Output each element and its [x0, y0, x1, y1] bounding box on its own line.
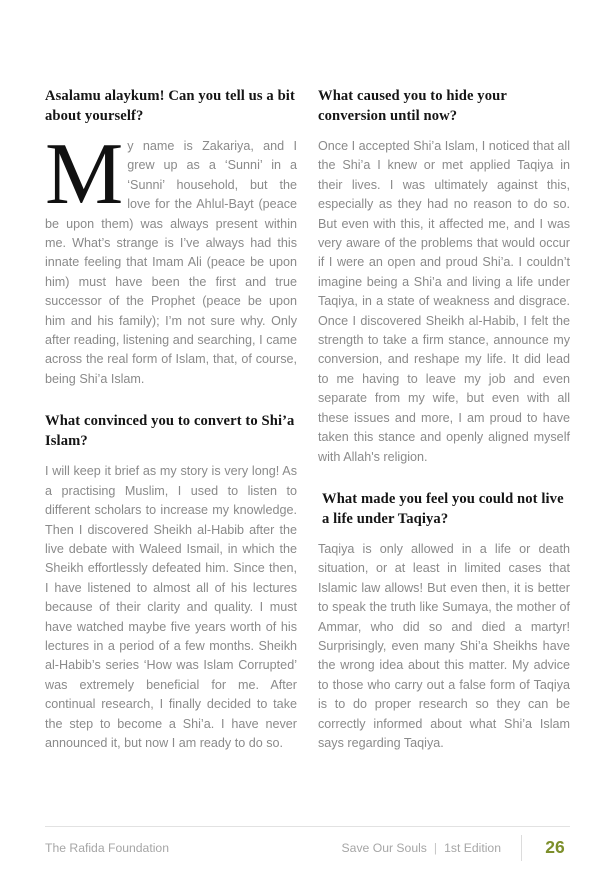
question-heading-life-under-taqiya: What made you feel you could not live a life under Taqiya?: [322, 490, 564, 527]
question-heading-convinced-convert: What convinced you to convert to Shi’a Islam?: [45, 413, 295, 450]
page-footer: [45, 826, 570, 868]
footer-row: [45, 827, 570, 868]
two-column-content: [45, 86, 570, 796]
footer-book-info: [342, 841, 501, 855]
footer-vertical-divider: [521, 835, 522, 861]
footer-book-title: Save Our Souls: [341, 840, 427, 855]
question-heading-hide-conversion: What caused you to hide your conversion until now?: [318, 88, 507, 124]
footer-edition: 1st Edition: [444, 840, 501, 855]
answer-body-about-yourself: y name is Zakariya, and I grew up as a ‘Sunni’ in a ‘Sunni’ household, but the love for the Ahlul-Bayt (peace be upon them) was always present within me. What’s strange is I’ve always had this innate feeling that Imam Ali (peace be upon him) must have been the first and true successor of the Prophet (peace be upon him and his family); I’m not sure why. Only after reading, listening and searching, I came across the real form of Islam, that, of course, being Shi’a Islam.: [45, 139, 297, 386]
answer-paragraph-convinced-convert: I will keep it brief as my story is very long! As a practising Muslim, I used to listen to different scholars to increase my knowledge. Then I discovered Sheikh al-Habib after the live debate with Waleed Ismail, in which the Sheikh effortlessly defeated him. Since then, I have listened to almost all of his lectures because of their clarity and quality. I must have watched maybe five years worth of his lectures in a period of a few months. Sheikh al-Habib’s series ‘How was Islam Corrupted’ was extremely beneficial for me. After continual research, I finally decided to take the step to become a Shi’a. I have never announced it, but now I am ready to do so.: [45, 464, 297, 750]
left-column: [45, 86, 297, 796]
drop-cap-letter: M: [45, 126, 124, 223]
answer-paragraph-about-yourself: [45, 126, 297, 389]
answer-paragraph-hide-conversion: Once I accepted Shi’a Islam, I noticed that all the Shi’a I knew or met applied Taqiya in their lives. I was ultimately against this, especially as they had no reason to do so. But even with this, it affected me, and I was very aware of the problems that would occur if I were an open and proud Shi’a. I couldn’t imagine being a Shi’a and living a life under Taqiya, in a state of weakness and disgrace. Once I discovered Sheikh al-Habib, I felt the strength to take a firm stance, announce my conversion, and reshape my life. It did lead to me having to leave my job and even separate from my wife, but even with all these issues and more, I am proud to have taken this stance and openly aligned myself with Allah's religion.: [318, 139, 571, 464]
question-heading-about-yourself: Asalamu alaykum! Can you tell us a bit about yourself?: [45, 88, 295, 124]
page-number: 26: [545, 837, 565, 857]
right-column: [318, 86, 570, 796]
footer-separator: |: [433, 840, 438, 855]
footer-publisher: The Rafida Foundation: [45, 840, 169, 855]
answer-paragraph-life-under-taqiya: Taqiya is only allowed in a life or death situation, or at least in limited cases that Islamic law allows! But even then, it is better to speak the truth like Sumaya, the mother of Ammar, who did so and died a martyr! Surprisingly, even many Shi’a Sheikhs have the wrong idea about this matter. My advice to those who carry out a false form of Taqiya is to do proper research so they can be correctly informed about what Shi’a Islam says regarding Taqiya.: [318, 541, 570, 750]
